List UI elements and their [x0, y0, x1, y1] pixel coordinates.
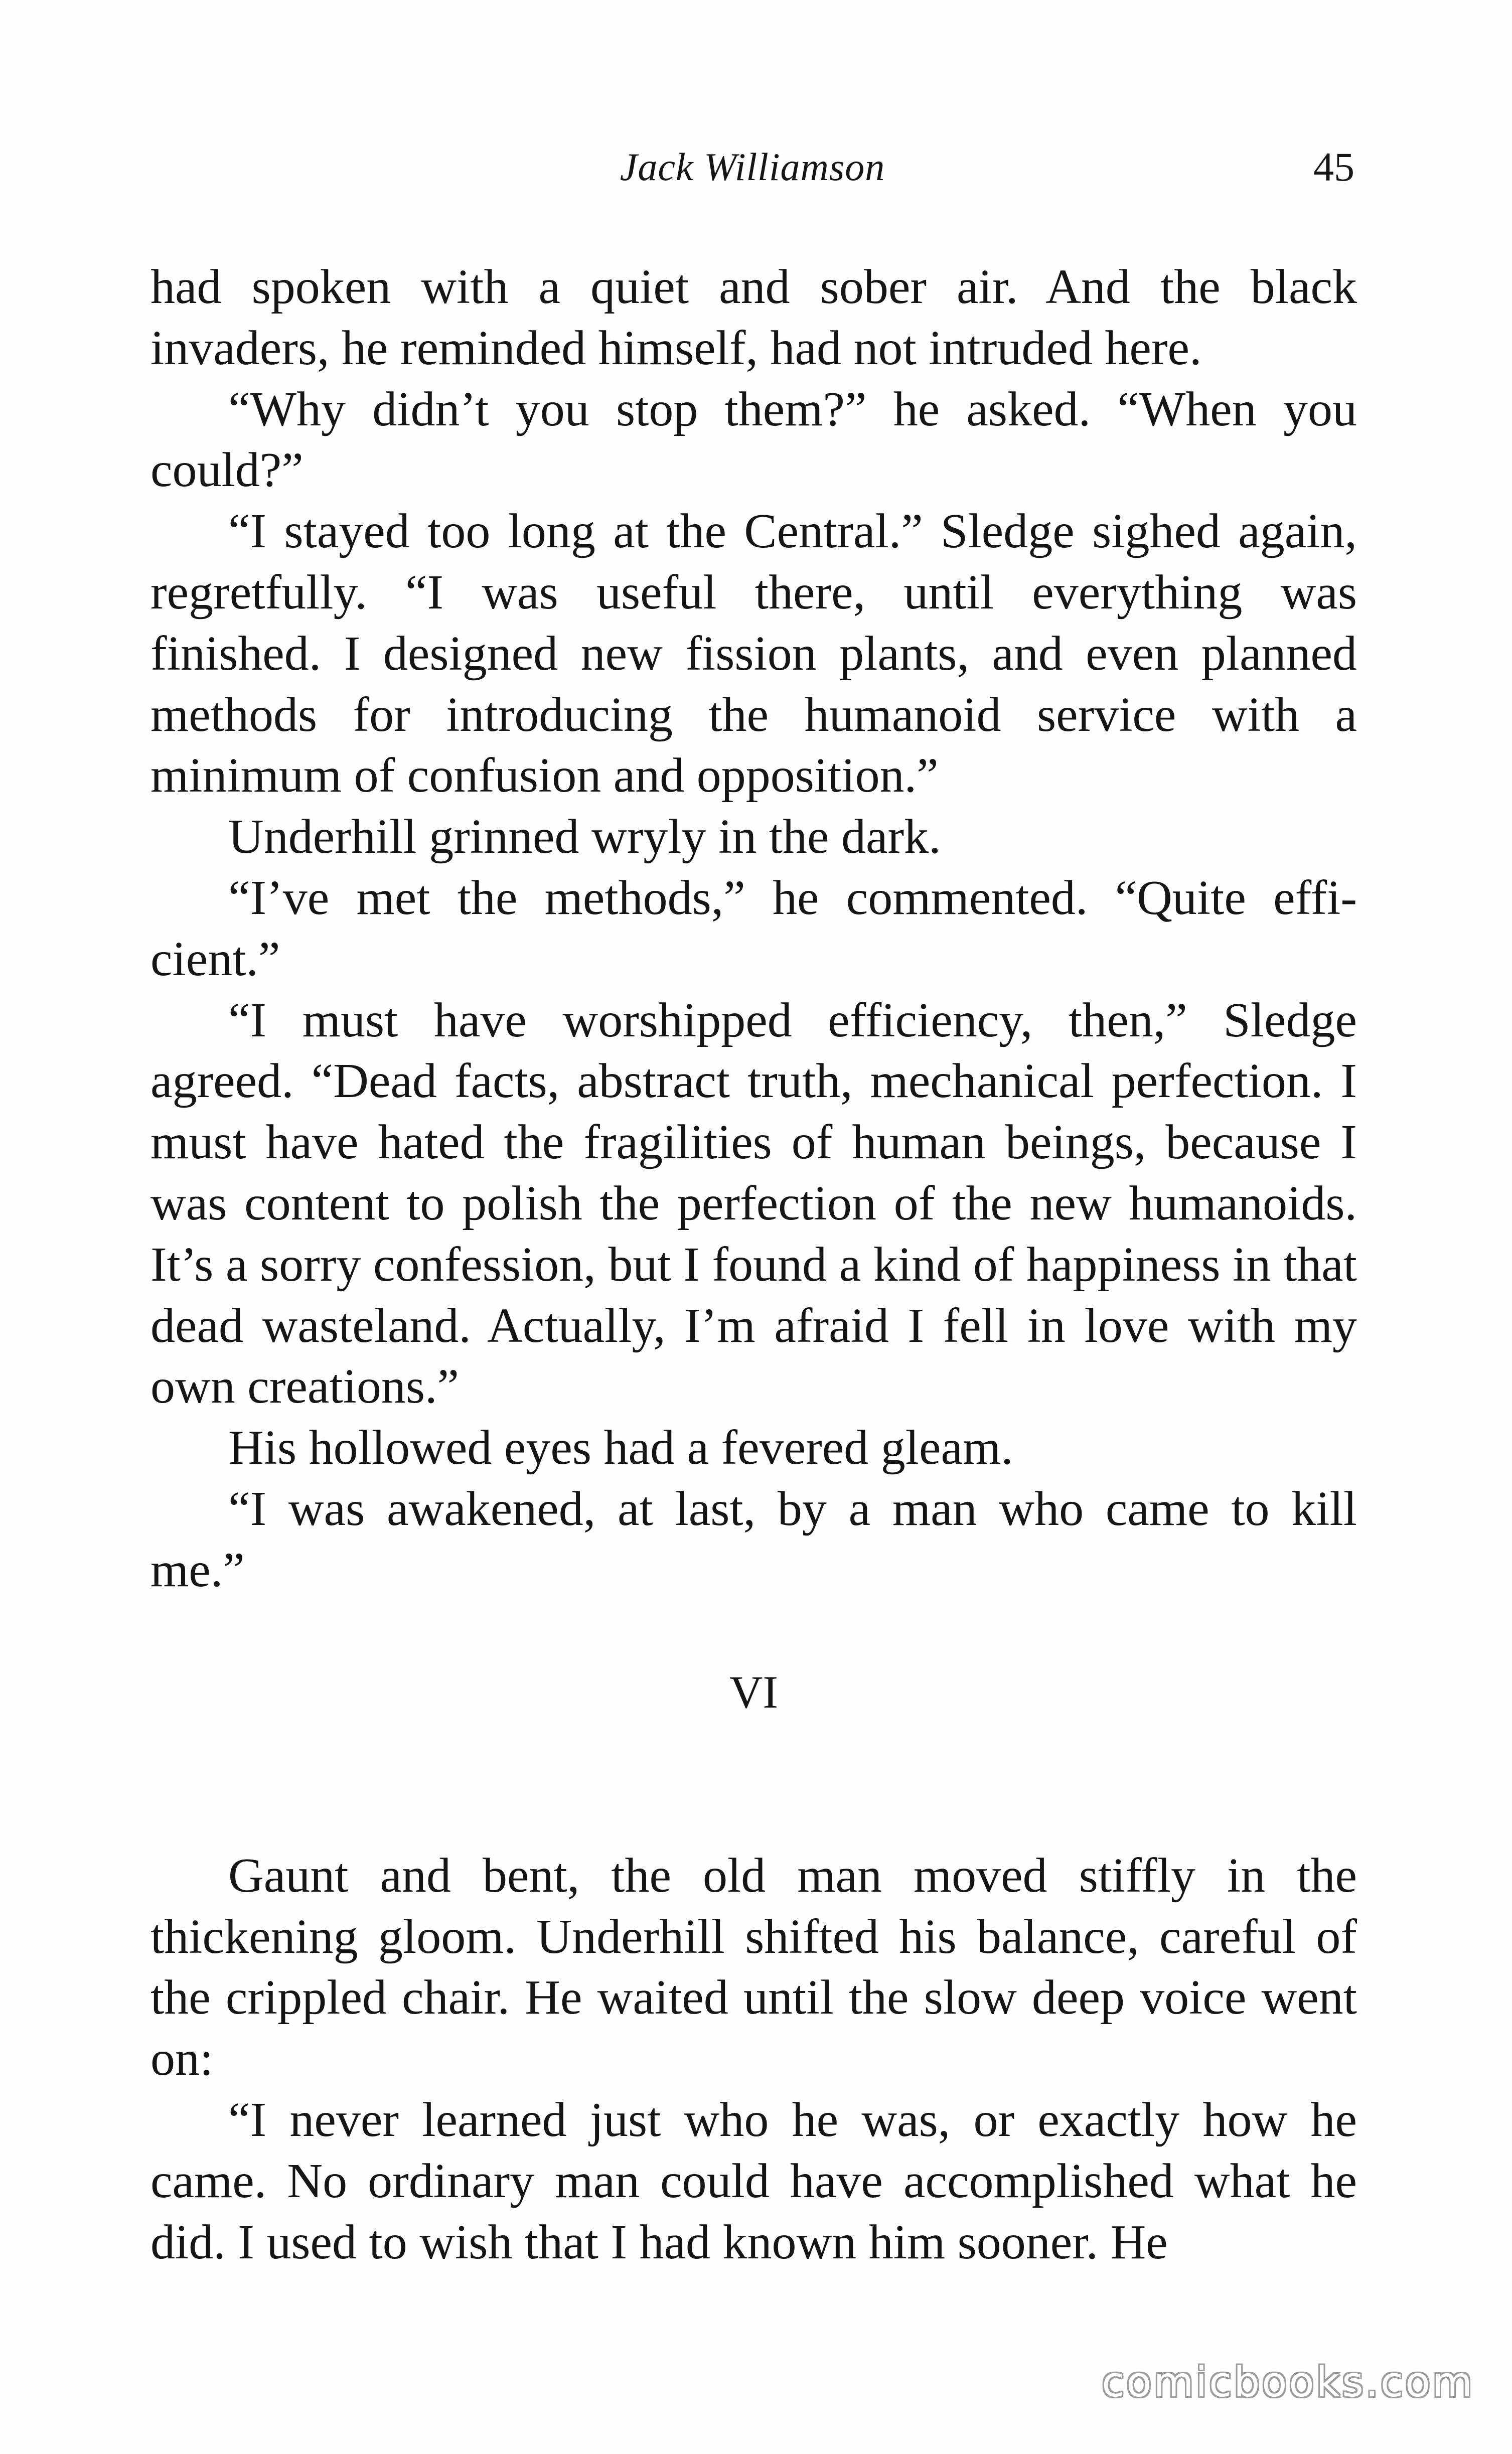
paragraph: Underhill grinned wryly in the dark. [228, 810, 941, 864]
paragraph: “I’ve met the methods,” he commented. “Quite efficient.” [150, 870, 1357, 986]
paragraph: His hollowed eyes had a fevered gleam. [228, 1421, 1013, 1475]
watermark: comicbooks.com [1102, 2359, 1474, 2406]
paragraph: Gaunt and bent, the old man moved stiffly in the thickening gloom. Underhill shifted his balance, careful of the crippled chair. He waited until the slow deep voice went on: [150, 1848, 1357, 2086]
paragraph: “Why didn’t you stop them?” he asked. “When you could?” [150, 382, 1357, 498]
paragraph-continued: had spoken with a quiet and sober air. And the black invaders, he reminded himself, had not intruded here. [150, 260, 1357, 375]
body-text [150, 257, 1357, 2273]
paragraph: “I was awakened, at last, by a man who came to kill me.” [150, 1481, 1357, 1597]
running-head [150, 134, 1354, 200]
running-head-author: Jack Williamson [620, 145, 885, 189]
paragraph: “I stayed too long at the Central.” Sledge sighed again, regretfully. “I was useful there, until everything was finished. I designed new fission plants, and even planned methods for introducing the humanoid service with a minimum of confusion and opposition.” [150, 504, 1357, 803]
section-heading: VI [729, 1666, 779, 1718]
page-number: 45 [1313, 144, 1354, 190]
paragraph: “I never learned just who he was, or exactly how he came. No ordinary man could have accomplished what he did. I used to wish that I had known him sooner. He [150, 2092, 1357, 2269]
paragraph: “I must have worshipped efficiency, then,” Sledge agreed. “Dead facts, abstract truth, mechanical perfection. I must have hated the fragilities of human beings, because I was content to polish the perfection of the new humanoids. It’s a sorry confession, but I found a kind of happiness in that dead wasteland. Actually, I’m afraid I fell in love with my own creations.” [150, 993, 1357, 1414]
